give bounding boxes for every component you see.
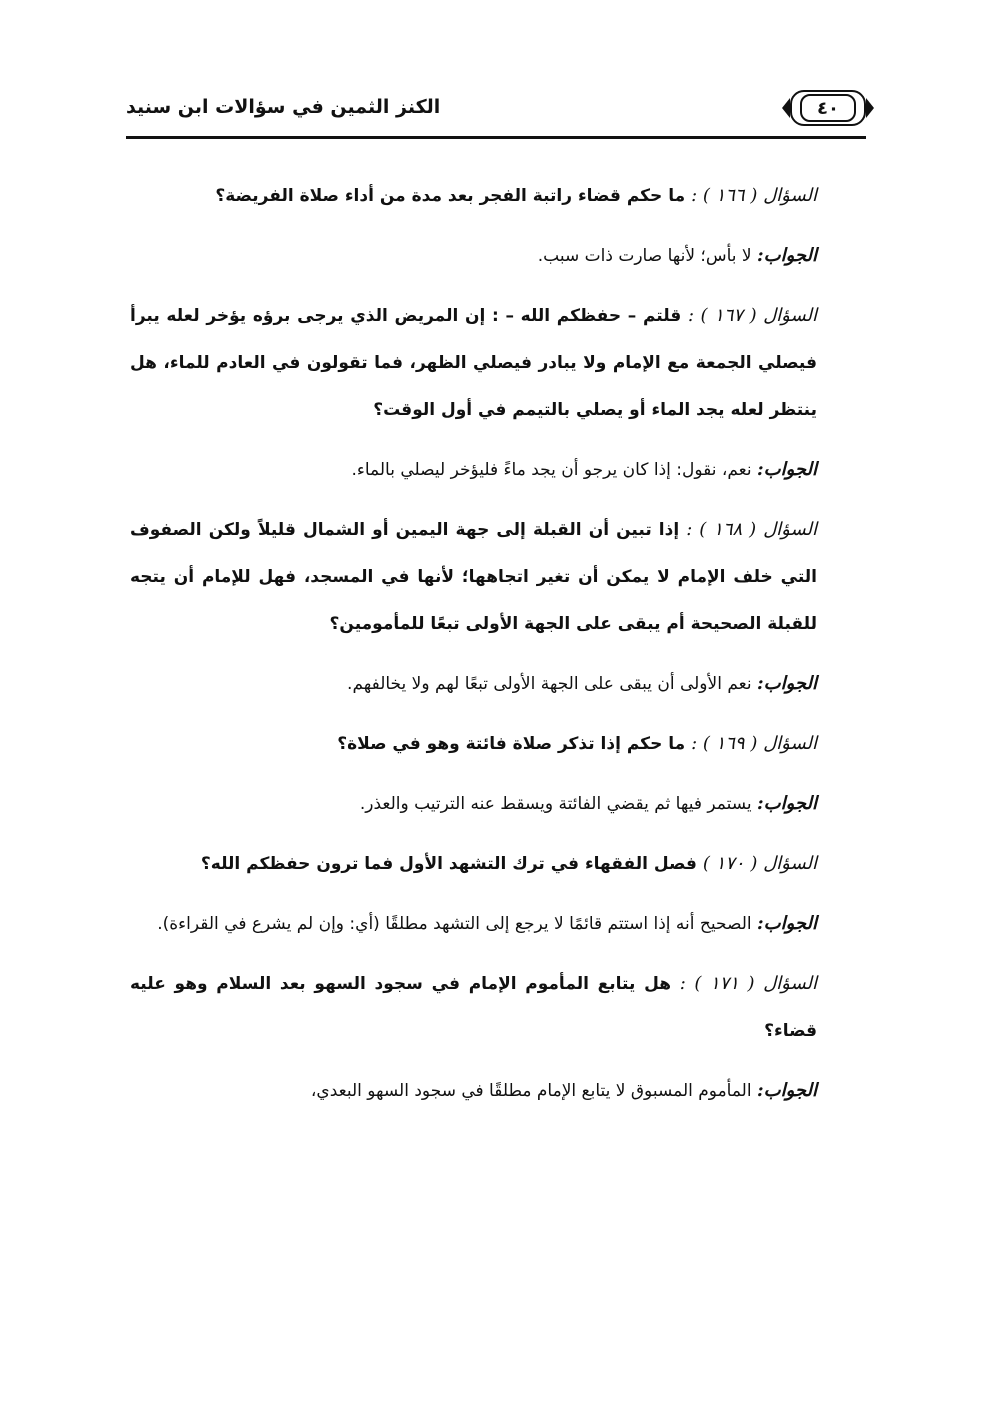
question-171	[130, 960, 865, 1055]
answer-label: الجواب:	[757, 1080, 817, 1101]
question-text: ما حكم إذا تذكر صلاة فائتة وهو في صلاة؟	[337, 734, 692, 754]
question-label: السؤال ( ١٦٧ ) :	[687, 305, 818, 326]
question-label: السؤال ( ١٧١ ) :	[679, 973, 818, 994]
answer-text: المأموم المسبوق لا يتابع الإمام مطلقًا في سجود السهو البعدي،	[310, 1081, 757, 1101]
book-title: الكنز الثمين في سؤالات ابن سنيد	[126, 96, 441, 118]
question-text: إذا تبين أن القبلة إلى جهة اليمين أو الشمال قليلاً ولكن الصفوف التي خلف الإمام لا يمكن أن تغير اتجاهها؛ لأنها في المسجد، فهل للإمام أن يتجه للقبلة الصحيحة أم يبقى على الجهة الأولى تبعًا للمأمومين؟	[130, 520, 817, 634]
answer-label: الجواب:	[757, 793, 817, 814]
answer-166	[130, 232, 865, 280]
question-text: هل يتابع المأموم الإمام في سجود السهو بعد السلام وهو عليه قضاء؟	[130, 974, 817, 1041]
answer-text: يستمر فيها ثم يقضي الفائتة ويسقط عنه الترتيب والعذر.	[359, 794, 757, 814]
answer-text: الصحيح أنه إذا استتم قائمًا لا يرجع إلى التشهد مطلقًا (أي: وإن لم يشرع في القراءة).	[157, 914, 757, 934]
question-167	[130, 292, 865, 434]
badge-left-ornament	[782, 98, 790, 118]
page-number: ٤٠	[800, 94, 856, 122]
answer-label: الجواب:	[757, 673, 817, 694]
page-header	[126, 84, 866, 134]
answer-label: الجواب:	[757, 913, 817, 934]
answer-text: نعم الأولى أن يبقى على الجهة الأولى تبعًا لهم ولا يخالفهم.	[347, 674, 757, 694]
question-label: السؤال ( ١٦٦ ) :	[691, 185, 817, 206]
answer-167	[130, 446, 865, 494]
question-166	[130, 172, 865, 220]
answer-label: الجواب:	[757, 459, 817, 480]
question-label: السؤال ( ١٦٩ ) :	[691, 733, 817, 754]
question-text: قلتم – حفظكم الله – : إن المريض الذي يرجى برؤه يؤخر لعله يبرأ فيصلي الجمعة مع الإمام ولا يبادر فيصلي الظهر، فما تقولون في العادم للماء، هل ينتظر لعله يجد الماء أو يصلي بالتيمم في أول الوقت؟	[130, 306, 817, 420]
question-168	[130, 506, 865, 648]
question-169	[130, 720, 865, 768]
page-number-badge	[790, 90, 866, 126]
answer-label: الجواب:	[757, 245, 817, 266]
question-label: السؤال ( ١٦٨ ) :	[686, 519, 818, 540]
answer-text: لا بأس؛ لأنها صارت ذات سبب.	[537, 246, 757, 266]
question-label: السؤال ( ١٧٠ )	[702, 853, 817, 874]
question-text: فصل الفقهاء في ترك التشهد الأول فما ترون حفظكم الله؟	[200, 854, 703, 874]
answer-168	[130, 660, 865, 708]
answer-171	[130, 1067, 865, 1115]
answer-text: نعم، نقول: إذا كان يرجو أن يجد ماءً فليؤخر ليصلي بالماء.	[351, 460, 757, 480]
question-text: ما حكم قضاء راتبة الفجر بعد مدة من أداء صلاة الفريضة؟	[215, 186, 692, 206]
question-170	[130, 840, 865, 888]
badge-right-ornament	[866, 98, 874, 118]
answer-169	[130, 780, 865, 828]
answer-170	[130, 900, 865, 948]
page-body	[130, 172, 865, 1127]
header-divider	[126, 136, 866, 139]
